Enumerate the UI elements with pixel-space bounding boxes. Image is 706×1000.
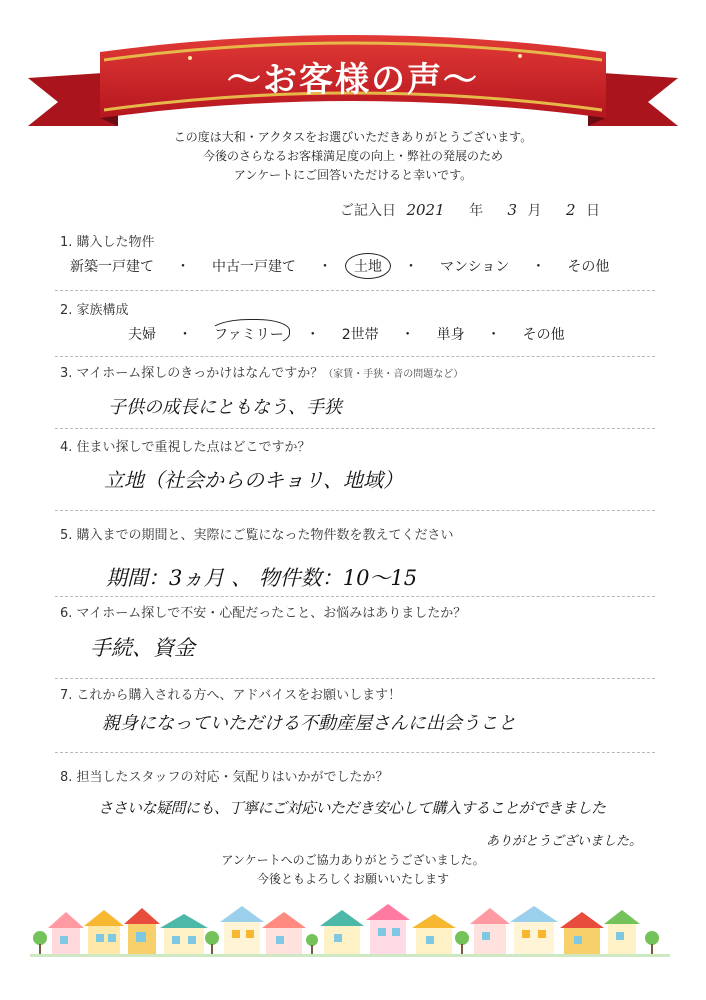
option-land-selected[interactable]: 土地	[345, 253, 391, 279]
option-two-generation[interactable]: 2世帯	[341, 327, 379, 343]
closing-line-2: 今後ともよろしくお願いいたします	[256, 872, 449, 886]
date-month-unit: 月	[527, 203, 542, 219]
divider	[55, 596, 655, 597]
house-icon	[560, 912, 604, 954]
option-family-selected[interactable]: ファミリー	[214, 324, 284, 344]
divider	[55, 510, 655, 511]
divider	[55, 428, 655, 429]
tree-icon	[455, 931, 469, 954]
option-single[interactable]: 単身	[436, 327, 465, 343]
question-1-title: 1. 購入した物件	[60, 235, 155, 250]
date-year-value: 2021	[406, 201, 445, 219]
question-3-text: 3. マイホーム探しのきっかけはなんですか？	[60, 366, 324, 381]
answer-3: 子供の成長にともなう、手狭	[108, 397, 342, 418]
option-other[interactable]: その他	[522, 327, 565, 343]
house-icon	[604, 910, 640, 954]
houses-illustration	[0, 898, 706, 968]
question-2-title: 2. 家族構成	[60, 303, 129, 318]
answer-6: 手続、資金	[90, 636, 195, 660]
house-icon	[124, 908, 160, 954]
tree-icon	[205, 931, 219, 954]
house-icon	[366, 904, 410, 954]
option-used-house[interactable]: 中古一戸建て	[212, 259, 296, 275]
closing-line-1: アンケートへのご協力ありがとうございました。	[221, 853, 485, 867]
divider	[55, 290, 655, 291]
option-other[interactable]: その他	[567, 259, 610, 275]
house-icon	[412, 914, 456, 954]
question-3-title	[60, 362, 463, 381]
date-month-value: 3	[507, 201, 518, 219]
question-3-note: （家賃・手狭・音の問題など）	[323, 369, 464, 380]
house-icon	[48, 912, 84, 954]
question-1-options: 新築一戸建て ・ 中古一戸建て ・ 土地 ・ マンション ・ その他	[70, 256, 609, 276]
question-4-title: 4. 住まい探しで重視した点はどこですか？	[60, 440, 311, 455]
house-icon	[160, 914, 208, 954]
question-8-title: 8. 担当したスタッフの対応・気配りはいかがでしたか？	[60, 770, 389, 785]
house-icon	[470, 908, 510, 954]
date-day-value: 2	[566, 201, 576, 219]
intro-line-1: この度は大和・アクタスをお選びいただきありがとうございます。	[173, 130, 533, 144]
intro-line-3: アンケートにご回答いただけると幸いです。	[233, 168, 473, 182]
question-2-options: 夫婦 ・ ファミリー ・ 2世帯 ・ 単身 ・ その他	[128, 324, 565, 344]
tree-icon	[33, 931, 47, 954]
question-7-title: 7. これから購入される方へ、アドバイスをお願いします！	[60, 688, 402, 703]
house-icon	[220, 906, 264, 954]
answer-8-line-1: ささいな疑問にも、丁寧にご対応いただき安心して購入することができました	[98, 799, 606, 817]
answer-4: 立地（社会からのキョリ、地域）	[104, 468, 403, 492]
house-icon	[262, 912, 306, 954]
tree-icon	[306, 934, 318, 954]
divider	[55, 752, 655, 753]
answer-7: 親身になっていただける不動産屋さんに出会うこと	[102, 713, 516, 734]
option-mansion[interactable]: マンション	[440, 259, 510, 275]
date-year-unit: 年	[469, 203, 484, 219]
option-new-house[interactable]: 新築一戸建て	[70, 259, 154, 275]
house-icon	[320, 910, 364, 954]
entry-date	[340, 200, 606, 220]
tree-icon	[645, 931, 659, 954]
house-icon	[510, 906, 558, 954]
house-icon	[84, 910, 124, 954]
question-6-title: 6. マイホーム探しで不安・心配だったこと、お悩みはありましたか？	[60, 606, 467, 621]
divider	[55, 678, 655, 679]
option-couple[interactable]: 夫婦	[128, 327, 156, 343]
date-label: ご記入日	[340, 203, 396, 219]
divider	[55, 356, 655, 357]
intro-line-2: 今後のさらなるお客様満足度の向上・弊社の発展のため	[202, 149, 503, 163]
question-5-title: 5. 購入までの期間と、実際にご覧になった物件数を教えてください	[60, 528, 454, 543]
date-day-unit: 日	[586, 203, 600, 219]
answer-8-line-2: ありがとうございました。	[486, 834, 643, 849]
answer-5: 期間：3ヵ月 、 物件数：10～15	[106, 566, 418, 590]
page-title: ～お客様の声～	[227, 60, 479, 100]
